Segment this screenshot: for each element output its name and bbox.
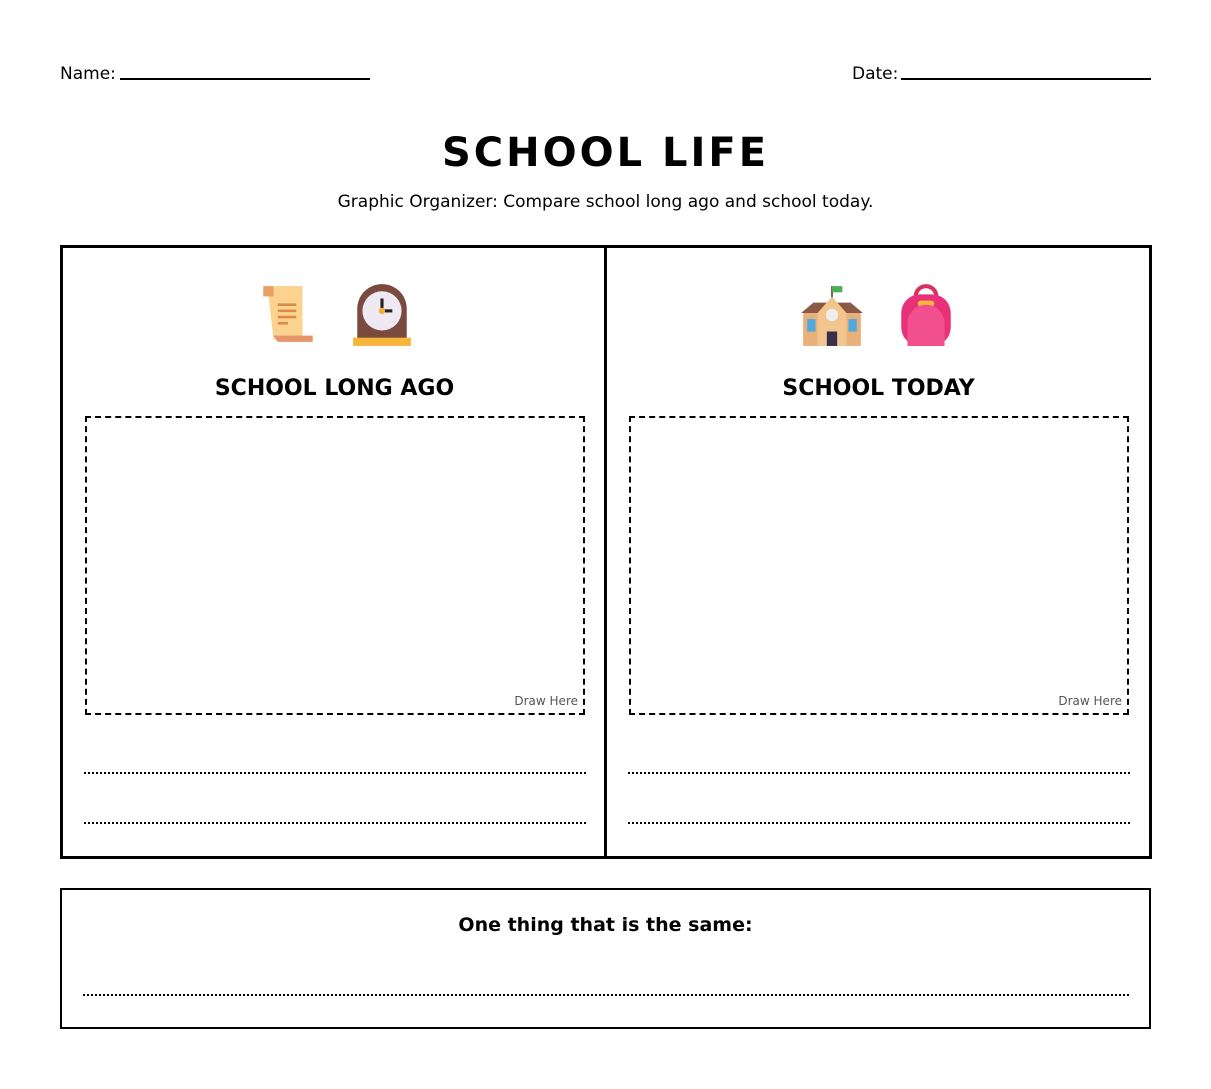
writing-line[interactable] [84, 772, 586, 774]
name-field[interactable] [120, 78, 370, 80]
same-box [60, 888, 1151, 1029]
date-label: Date: [852, 64, 899, 84]
writing-line[interactable] [628, 772, 1130, 774]
drawing-area-today[interactable] [629, 416, 1129, 715]
draw-hint: Draw Here [514, 694, 578, 708]
date-field[interactable] [901, 78, 1151, 80]
mantel-clock-icon [349, 282, 415, 348]
draw-hint: Draw Here [1058, 694, 1122, 708]
page-title: SCHOOL LIFE [441, 130, 770, 176]
column-long-ago [63, 248, 606, 856]
writing-line[interactable] [84, 822, 586, 824]
writing-line[interactable] [628, 822, 1130, 824]
name-label: Name: [60, 64, 116, 84]
column-today [607, 248, 1150, 856]
heading-long-ago: SCHOOL LONG AGO [214, 376, 455, 401]
backpack-icon [893, 282, 959, 348]
writing-line[interactable] [83, 994, 1129, 996]
drawing-area-long-ago[interactable] [85, 416, 585, 715]
school-icon [799, 282, 865, 348]
subtitle: Graphic Organizer: Compare school long ago and school today. [337, 192, 874, 212]
heading-today: SCHOOL TODAY [782, 376, 975, 401]
same-heading: One thing that is the same: [458, 914, 753, 936]
column-divider [604, 245, 607, 859]
scroll-icon [255, 282, 321, 348]
